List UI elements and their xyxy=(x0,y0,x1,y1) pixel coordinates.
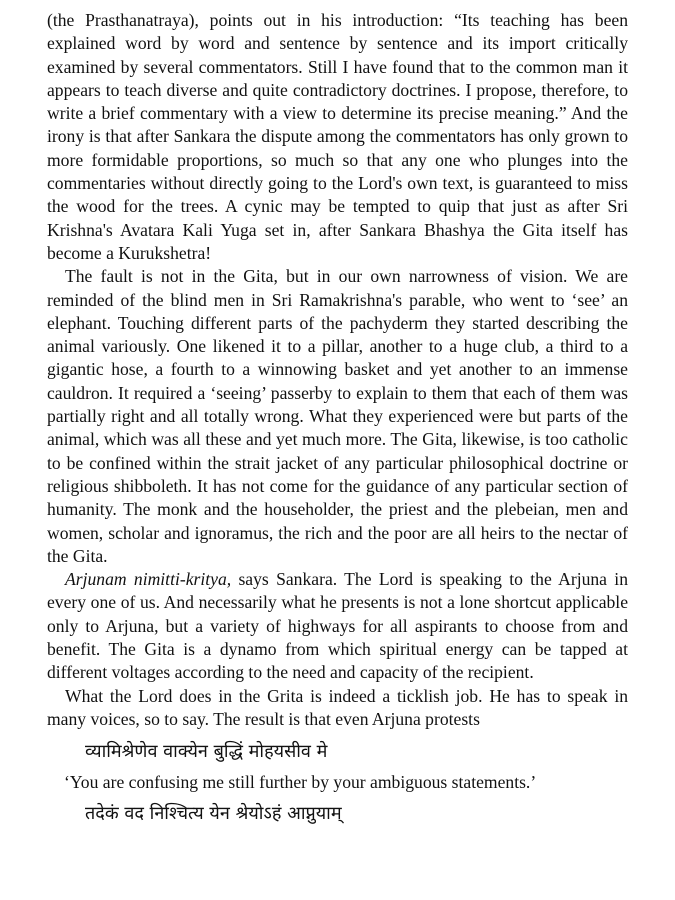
paragraph-3-body: says Sankara. The Lord is speaking to the Arjuna in every one of us. And necessarily what he presents is not a lone shortcut applicable only to Arjuna, but a variety of highways for all aspirants to choose from and benefit. The Gita is a dynamo from which spiritual energy can be tapped at different voltages according to the need and capacity of the recipient. xyxy=(47,569,628,683)
sanskrit-verse-1: व्यामिश्रेणेव वाक्येन बुद्धिं मोहयसीव मे xyxy=(85,741,328,763)
paragraph-4: What the Lord does in the Grita is indeed a ticklish job. He has to speak in many voices, so to say. The result is that even Arjuna protests xyxy=(47,685,628,729)
paragraph-2: The fault is not in the Gita, but in our own narrowness of vision. We are reminded of the blind men in Sri Ramakrishna's parable, who went to ‘see’ an elephant. Touching different parts of the pachyderm they started describing the animal variously. One likened it to a pillar, another to a huge club, a third to a gigantic hose, a fourth to a winnowing basket and yet another to an immense cauldron. It required a ‘seeing’ passerby to explain to them that each of them was partially right and all totally wrong. What they experienced were but parts of the animal, which was all these and yet much more. The Gita, likewise, is too catholic to be confined within the strait jacket of any particular philosophical doctrine or religious shibboleth. It has not come for the guidance of any particular section of humanity. The monk and the householder, the priest and the plebeian, men and women, scholar and ignoramus, the rich and the poor are all heirs to the nectar of the Gita. xyxy=(47,266,628,566)
paragraph-1: (the Prasthanatraya), points out in his introduction: “Its teaching has been explained word by word and sentence by sentence and its import critically examined by several commentators. Still I have found that to the common man it appears to teach diverse and quite contradictory doctrines. I propose, therefore, to write a brief commentary with a view to determine its precise meaning.” And the irony is that after Sankara the dispute among the commentators has only grown to more formidable proportions, so much so that any one who plunges into the commentaries without directly going to the Lord's own text, is guaranteed to miss the wood for the trees. A cynic may be tempted to quip that just as after Sri Krishna's Avatara Kali Yuga set in, after Sankara Bhashya the Gita itself has become a Kurukshetra! xyxy=(47,10,628,263)
paragraph-3 xyxy=(47,568,628,684)
verse-translation: ‘You are confusing me still further by your ambiguous statements.’ xyxy=(64,772,537,793)
italic-sanskrit-phrase: Arjunam nimitti-kritya, xyxy=(65,569,232,590)
sanskrit-verse-2: तदेकं वद निश्चित्य येन श्रेयोऽहं आप्नुयाम् xyxy=(85,803,342,825)
document-page xyxy=(47,9,628,829)
